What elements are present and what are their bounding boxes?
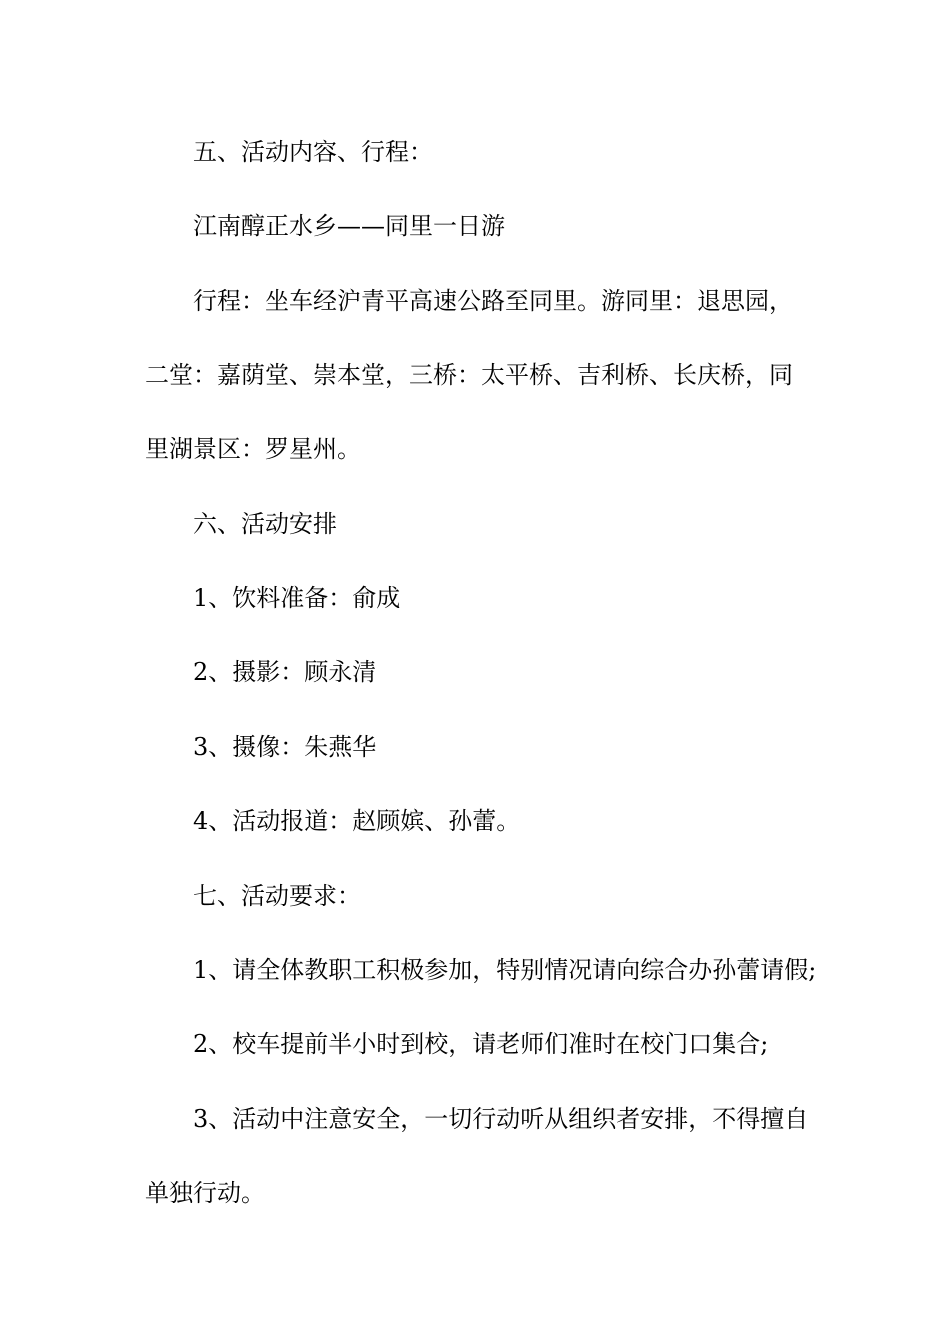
requirement-item-3-line-2: 单独行动。 xyxy=(145,1179,265,1207)
arrangement-item-4: 4、活动报道：赵顾嫔、孙蕾。 xyxy=(193,807,521,835)
arrangement-item-2: 2、摄影：顾永清 xyxy=(193,658,377,686)
requirement-item-2: 2、校车提前半小时到校，请老师们准时在校门口集合; xyxy=(193,1030,769,1058)
requirement-item-3-line-1: 3、活动中注意安全，一切行动听从组织者安排，不得擅自 xyxy=(193,1105,809,1133)
section-heading-activity-content: 五、活动内容、行程： xyxy=(193,138,433,166)
itinerary-line-2: 二堂：嘉荫堂、崇本堂，三桥：太平桥、吉利桥、长庆桥，同 xyxy=(145,361,793,389)
arrangement-item-1: 1、饮料准备：俞成 xyxy=(193,584,401,612)
itinerary-line-3: 里湖景区：罗星州。 xyxy=(145,435,361,463)
arrangement-item-3: 3、摄像：朱燕华 xyxy=(193,733,377,761)
section-heading-arrangement: 六、活动安排 xyxy=(193,510,337,538)
requirement-item-1: 1、请全体教职工积极参加，特别情况请向综合办孙蕾请假; xyxy=(193,956,817,984)
trip-title: 江南醇正水乡——同里一日游 xyxy=(193,212,505,240)
section-heading-requirements: 七、活动要求： xyxy=(193,882,361,910)
itinerary-line-1: 行程：坐车经沪青平高速公路至同里。游同里：退思园， xyxy=(193,287,793,315)
